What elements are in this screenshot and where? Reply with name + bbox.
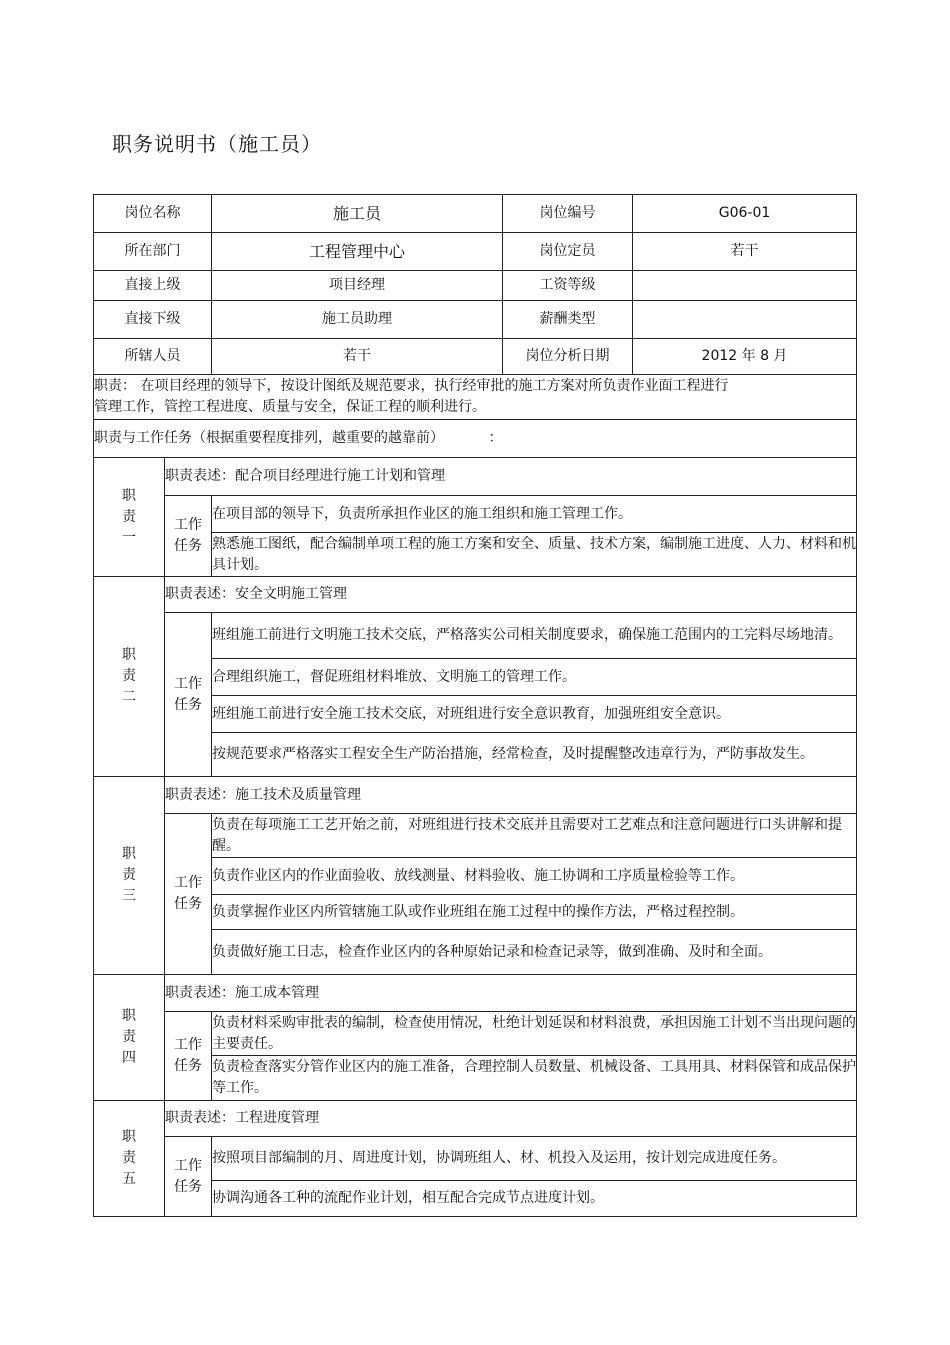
task-row <box>94 1012 857 1056</box>
pay-type-value <box>633 301 857 339</box>
subordinate-value: 施工员助理 <box>212 301 503 339</box>
info-row-subordinate <box>94 301 857 339</box>
position-name-value: 施工员 <box>212 195 503 233</box>
info-row-department <box>94 233 857 271</box>
tasks-header-row <box>94 420 857 458</box>
task-row <box>94 1137 857 1181</box>
duty-label: 职责三 <box>94 777 165 975</box>
task-item: 熟悉施工图纸，配合编制单项工程的施工方案和安全、质量、技术方案，编制施工进度、人力、材料和机具计划。 <box>212 533 857 577</box>
task-item: 合理组织施工，督促班组材料堆放、文明施工的管理工作。 <box>212 659 857 696</box>
subordinate-label: 直接下级 <box>94 301 212 339</box>
duty-label: 职责四 <box>94 975 165 1101</box>
department-label: 所在部门 <box>94 233 212 271</box>
task-item: 负责作业区内的作业面验收、放线测量、材料验收、施工协调和工序质量检验等工作。 <box>212 858 857 895</box>
salary-grade-value <box>633 271 857 301</box>
duty-label: 职责五 <box>94 1101 165 1217</box>
duty-statement-row <box>94 577 857 613</box>
task-item: 负责在每项施工工艺开始之前，对班组进行技术交底并且需要对工艺难点和注意问题进行口头讲解和提醒。 <box>212 814 857 858</box>
staff-value: 若干 <box>212 339 503 375</box>
task-item: 在项目部的领导下，负责所承担作业区的施工组织和施工管理工作。 <box>212 496 857 533</box>
superior-label: 直接上级 <box>94 271 212 301</box>
task-item: 班组施工前进行安全施工技术交底，对班组进行安全意识教育，加强班组安全意识。 <box>212 696 857 733</box>
salary-grade-label: 工资等级 <box>503 271 633 301</box>
responsibility-line: 职责： 在项目经理的领导下，按设计图纸及规范要求，执行经审批的施工方案对所负责作业面工程进行 <box>94 378 729 394</box>
task-item: 负责掌握作业区内所管辖施工队或作业班组在施工过程中的操作方法，严格过程控制。 <box>212 895 857 930</box>
department-value: 工程管理中心 <box>212 233 503 271</box>
task-row <box>94 613 857 659</box>
duty-label: 职责二 <box>94 577 165 777</box>
duty-statement: 职责表述：配合项目经理进行施工计划和管理 <box>165 458 857 496</box>
task-row <box>94 496 857 533</box>
analysis-date-value: 2012 年 8 月 <box>633 339 857 375</box>
responsibility-line: 管理工作，管控工程进度、质量与安全，保证工程的顺利进行。 <box>94 399 486 415</box>
duty-label: 职责一 <box>94 458 165 577</box>
superior-value: 项目经理 <box>212 271 503 301</box>
work-task-label: 工作任务 <box>165 613 212 777</box>
task-item: 协调沟通各工种的流配作业计划，相互配合完成节点进度计划。 <box>212 1181 857 1217</box>
staff-label: 所辖人员 <box>94 339 212 375</box>
page-title: 职务说明书（施工员） <box>112 132 322 156</box>
task-item: 负责材料采购审批表的编制，检查使用情况，杜绝计划延误和材料浪费，承担因施工计划不当出现问题的主要责任。 <box>212 1012 857 1056</box>
work-task-label: 工作任务 <box>165 1137 212 1217</box>
duty-statement-row <box>94 777 857 814</box>
work-task-label: 工作任务 <box>165 814 212 975</box>
pay-type-label: 薪酬类型 <box>503 301 633 339</box>
task-row <box>94 814 857 858</box>
headcount-value: 若干 <box>633 233 857 271</box>
info-row-staff <box>94 339 857 375</box>
job-description-table <box>93 194 857 1217</box>
headcount-label: 岗位定员 <box>503 233 633 271</box>
work-task-label: 工作任务 <box>165 496 212 577</box>
duty-statement: 职责表述：施工成本管理 <box>165 975 857 1012</box>
info-row-position <box>94 195 857 233</box>
responsibility-row <box>94 375 857 420</box>
duty-statement: 职责表述：安全文明施工管理 <box>165 577 857 613</box>
analysis-date-label: 岗位分析日期 <box>503 339 633 375</box>
work-task-label: 工作任务 <box>165 1012 212 1101</box>
task-item: 负责检查落实分管作业区内的施工准备，合理控制人员数量、机械设备、工具用具、材料保管和成品保护等工作。 <box>212 1056 857 1101</box>
position-code-value: G06-01 <box>633 195 857 233</box>
task-item: 负责做好施工日志，检查作业区内的各种原始记录和检查记录等，做到准确、及时和全面。 <box>212 930 857 975</box>
info-row-superior <box>94 271 857 301</box>
task-item: 按规范要求严格落实工程安全生产防治措施，经常检查，及时提醒整改违章行为，严防事故发生。 <box>212 733 857 777</box>
duty-statement: 职责表述：工程进度管理 <box>165 1101 857 1137</box>
tasks-header: 职责与工作任务（根据重要程度排列，越重要的越靠前） ： <box>94 420 857 458</box>
task-item: 班组施工前进行文明施工技术交底，严格落实公司相关制度要求，确保施工范围内的工完料尽场地清。 <box>212 613 857 659</box>
duty-statement-row <box>94 975 857 1012</box>
duty-statement: 职责表述：施工技术及质量管理 <box>165 777 857 814</box>
duty-statement-row <box>94 458 857 496</box>
duty-statement-row <box>94 1101 857 1137</box>
responsibility-summary <box>94 375 857 420</box>
task-item: 按照项目部编制的月、周进度计划，协调班组人、材、机投入及运用，按计划完成进度任务。 <box>212 1137 857 1181</box>
position-code-label: 岗位编号 <box>503 195 633 233</box>
position-name-label: 岗位名称 <box>94 195 212 233</box>
